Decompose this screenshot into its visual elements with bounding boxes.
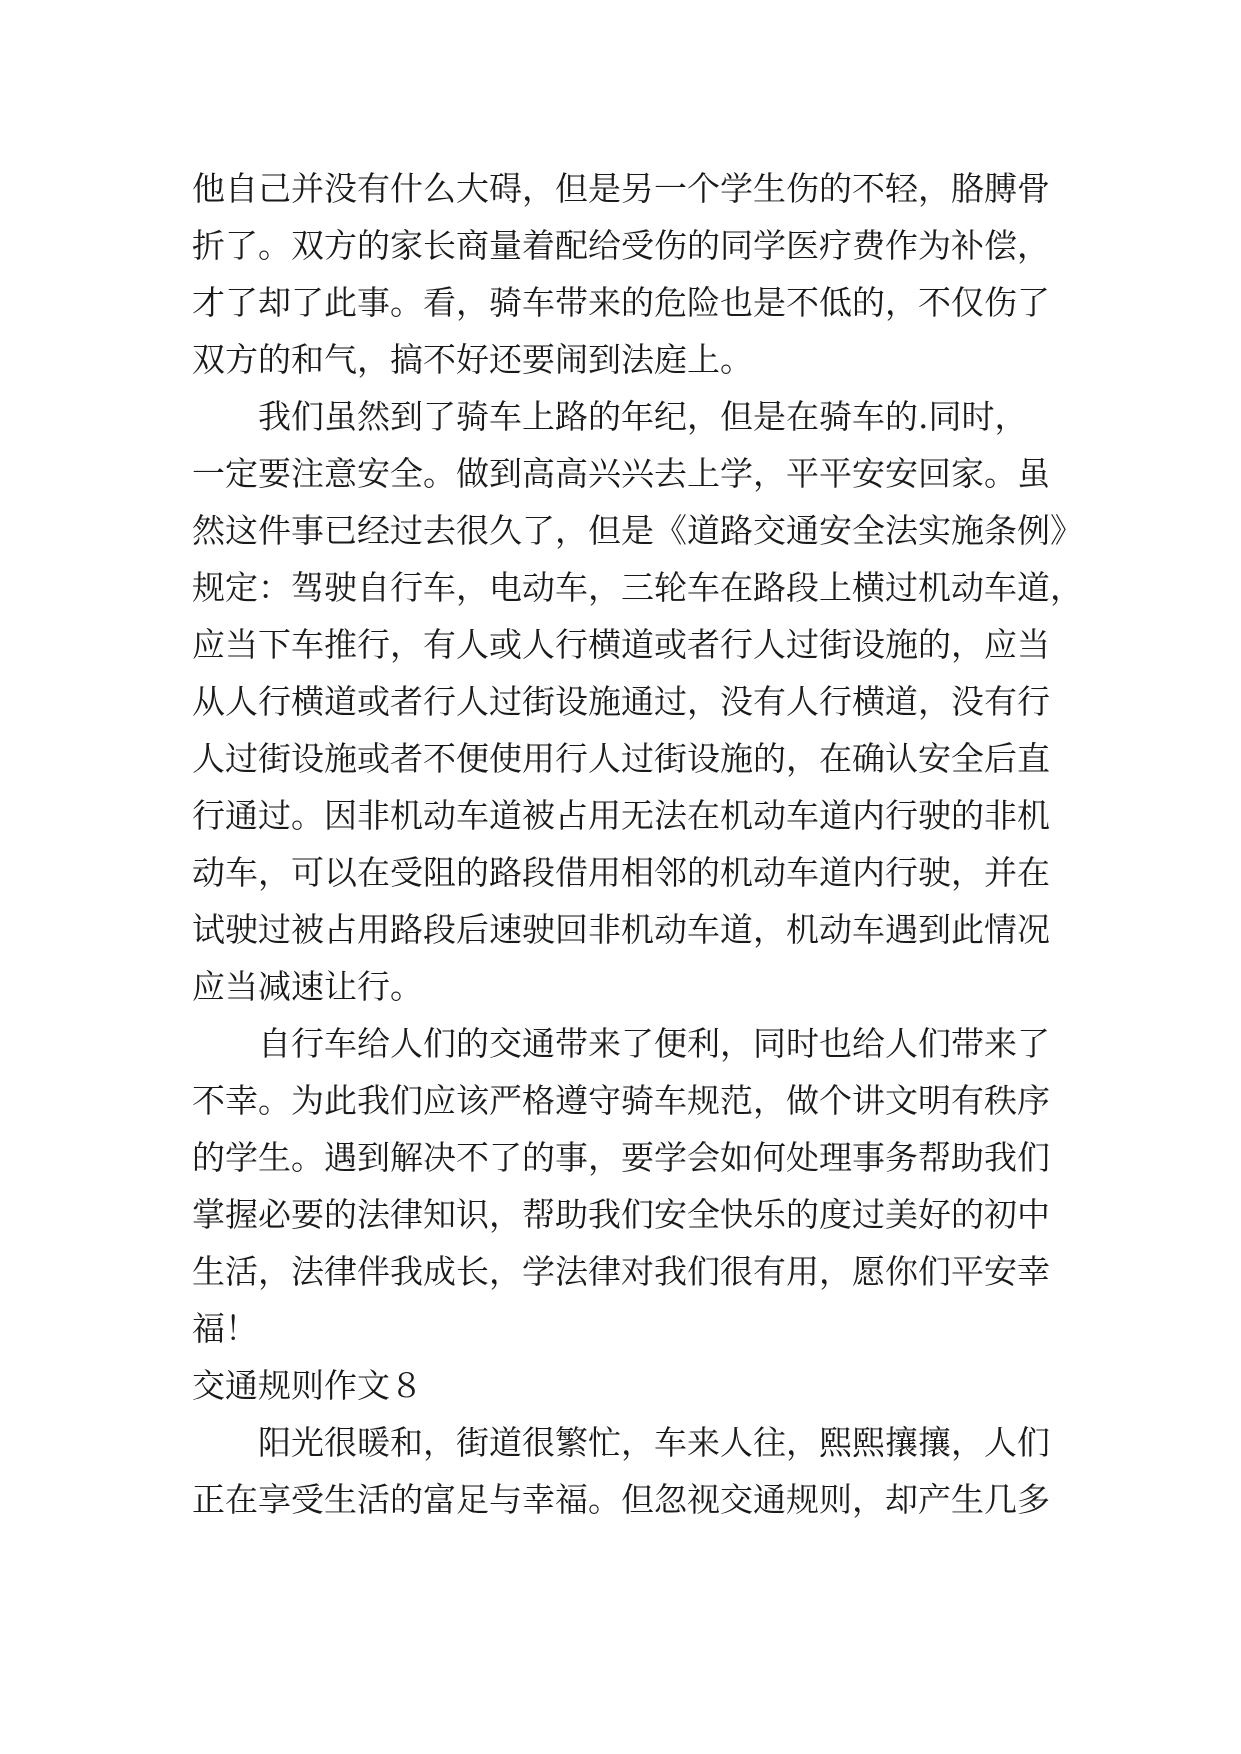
paragraph-4 [192, 1414, 1072, 1528]
text-line: 的学生。遇到解决不了的事，要学会如何处理事务帮助我们 [192, 1138, 1050, 1177]
heading-text: 交通规则作文８ [192, 1366, 423, 1405]
text-line: 自行车给人们的交通带来了便利，同时也给人们带来了 [192, 1024, 1050, 1063]
text-line: 从人行横道或者行人过街设施通过，没有人行横道，没有行 [192, 682, 1050, 721]
document-body [192, 160, 1083, 1528]
paragraph-2 [192, 388, 1083, 1015]
text-line: 掌握必要的法律知识，帮助我们安全快乐的度过美好的初中 [192, 1195, 1050, 1234]
text-line: 生活，法律伴我成长，学法律对我们很有用，愿你们平安幸 [192, 1252, 1050, 1291]
paragraph-1 [192, 160, 1072, 388]
section-heading [192, 1357, 1072, 1414]
text-line: 试驶过被占用路段后速驶回非机动车道，机动车遇到此情况 [192, 910, 1050, 949]
text-line: 阳光很暖和，街道很繁忙，车来人往，熙熙攘攘，人们 [192, 1423, 1050, 1462]
text-line: 不幸。为此我们应该严格遵守骑车规范，做个讲文明有秩序 [192, 1081, 1050, 1120]
text-line: 应当减速让行。 [192, 967, 423, 1006]
text-line: 应当下车推行，有人或人行横道或者行人过街设施的，应当 [192, 625, 1050, 664]
text-line: 正在享受生活的富足与幸福。但忽视交通规则，却产生几多 [192, 1480, 1050, 1519]
text-line: 我们虽然到了骑车上路的年纪，但是在骑车的.同时， [192, 397, 1028, 436]
text-line: 规定：驾驶自行车，电动车，三轮车在路段上横过机动车道， [192, 568, 1083, 607]
text-line: 福！ [192, 1309, 258, 1348]
text-line: 然这件事已经过去很久了，但是《道路交通安全法实施条例》 [192, 511, 1083, 550]
text-line: 一定要注意安全。做到高高兴兴去上学，平平安安回家。虽 [192, 454, 1050, 493]
paragraph-3 [192, 1015, 1072, 1357]
text-line: 人过街设施或者不便使用行人过街设施的，在确认安全后直 [192, 739, 1050, 778]
text-line: 他自己并没有什么大碍，但是另一个学生伤的不轻，胳膊骨 [192, 169, 1050, 208]
text-line: 折了。双方的家长商量着配给受伤的同学医疗费作为补偿， [192, 226, 1050, 265]
text-line: 动车，可以在受阻的路段借用相邻的机动车道内行驶，并在 [192, 853, 1050, 892]
text-line: 才了却了此事。看，骑车带来的危险也是不低的，不仅伤了 [192, 283, 1050, 322]
text-line: 行通过。因非机动车道被占用无法在机动车道内行驶的非机 [192, 796, 1050, 835]
text-line: 双方的和气，搞不好还要闹到法庭上。 [192, 340, 753, 379]
